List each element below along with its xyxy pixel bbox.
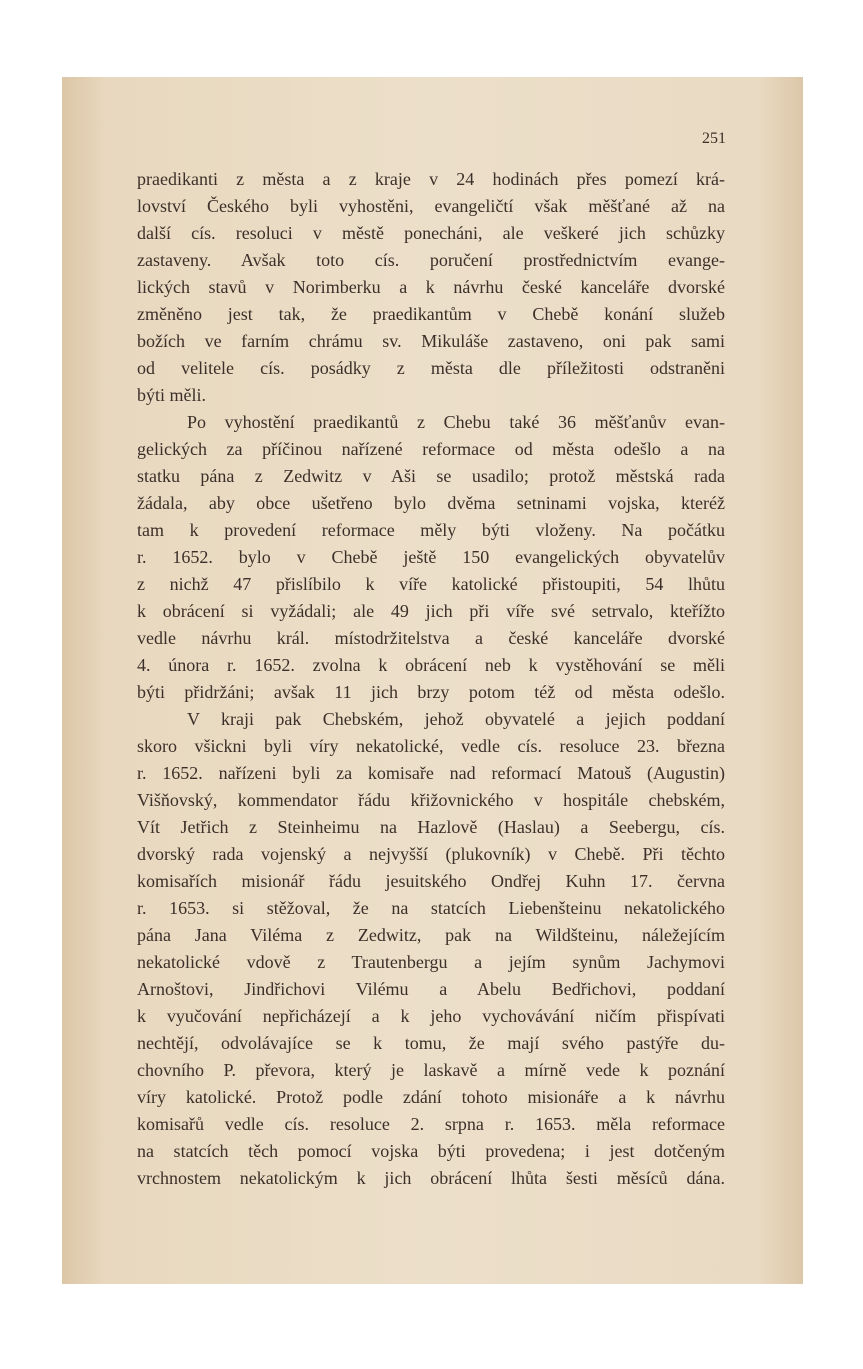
- text-line: r. 1652. bylo v Chebě ještě 150 evangelických obyvatelův: [137, 547, 725, 567]
- text-line: pána Jana Viléma z Zedwitz, pak na Wildšteinu, náležejícím: [137, 925, 725, 945]
- text-line: žádala, aby obce ušetřeno bylo dvěma setninami vojska, kteréž: [137, 493, 725, 513]
- text-line: vedle návrhu král. místodržitelstva a české kanceláře dvorské: [137, 628, 725, 648]
- text-line: V kraji pak Chebském, jehož obyvatelé a jejich poddaní: [187, 709, 725, 729]
- text-line: statku pána z Zedwitz v Aši se usadilo; protož městská rada: [137, 466, 725, 486]
- text-line: tam k provedení reformace měly býti vloženy. Na počátku: [137, 520, 725, 540]
- text-line: skoro všickni byli víry nekatolické, vedle cís. resoluce 23. března: [137, 736, 725, 756]
- text-line: božích ve farním chrámu sv. Mikuláše zastaveno, oni pak sami: [137, 331, 725, 351]
- text-line: chovního P. převora, který je laskavě a mírně vede k poznání: [137, 1060, 725, 1080]
- text-line: gelických za příčinou nařízené reformace od města odešlo a na: [137, 439, 725, 459]
- text-line: na statcích těch pomocí vojska býti provedena; i jest dotčeným: [137, 1141, 725, 1161]
- text-line: Arnoštovi, Jindřichovi Vilému a Abelu Bedřichovi, poddaní: [137, 979, 725, 999]
- text-line: komisařů vedle cís. resoluce 2. srpna r. 1653. měla reformace: [137, 1114, 725, 1134]
- text-line: lovství Českého byli vyhostěni, evangeličtí však měšťané až na: [137, 196, 725, 216]
- text-line: dvorský rada vojenský a nejvyšší (plukovník) v Chebě. Při těchto: [137, 844, 725, 864]
- text-line: komisařích misionář řádu jesuitského Ondřej Kuhn 17. června: [137, 871, 725, 891]
- text-line: změněno jest tak, že praedikantům v Chebě konání služeb: [137, 304, 725, 324]
- text-line: od velitele cís. posádky z města dle příležitosti odstraněni: [137, 358, 725, 378]
- text-line: Vít Jetřich z Steinheimu na Hazlově (Haslau) a Seebergu, cís.: [137, 817, 725, 837]
- text-line: zastaveny. Avšak toto cís. poručení prostřednictvím evange-: [137, 250, 725, 270]
- text-line: nekatolické vdově z Trautenbergu a jejím synům Jachymovi: [137, 952, 725, 972]
- text-line: vrchnostem nekatolickým k jich obrácení lhůta šesti měsíců dána.: [137, 1168, 725, 1188]
- text-line: Višňovský, kommendator řádu křižovnického v hospitále chebském,: [137, 790, 725, 810]
- text-line: býti přidržáni; avšak 11 jich brzy potom též od města odešlo.: [137, 682, 725, 702]
- text-line: Po vyhostění praedikantů z Chebu také 36 měšťanův evan-: [187, 412, 725, 432]
- text-line: nechtějí, odvolávajíce se k tomu, že mají svého pastýře du-: [137, 1033, 725, 1053]
- text-line: další cís. resoluci v městě ponecháni, ale veškeré jich schůzky: [137, 223, 725, 243]
- page-number: 251: [702, 130, 726, 147]
- text-line: víry katolické. Protož podle zdání tohoto misionáře a k návrhu: [137, 1087, 725, 1107]
- text-line: lických stavů v Norimberku a k návrhu české kanceláře dvorské: [137, 277, 725, 297]
- text-line: r. 1652. nařízeni byli za komisaře nad reformací Matouš (Augustin): [137, 763, 725, 783]
- text-line: z nichž 47 přislíbilo k víře katolické přistoupiti, 54 lhůtu: [137, 574, 725, 594]
- text-line: k vyučování nepřicházejí a k jeho vychovávání ničím přispívati: [137, 1006, 725, 1026]
- text-line: k obrácení si vyžádali; ale 49 jich při víře své setrvalo, kteřížto: [137, 601, 725, 621]
- text-line: 4. února r. 1652. zvolna k obrácení neb k vystěhování se měli: [137, 655, 725, 675]
- text-line: praedikanti z města a z kraje v 24 hodinách přes pomezí krá-: [137, 169, 725, 189]
- page-body-text: [137, 166, 725, 1192]
- text-line: r. 1653. si stěžoval, že na statcích Liebenšteinu nekatolického: [137, 898, 725, 918]
- text-line: býti měli.: [137, 385, 206, 405]
